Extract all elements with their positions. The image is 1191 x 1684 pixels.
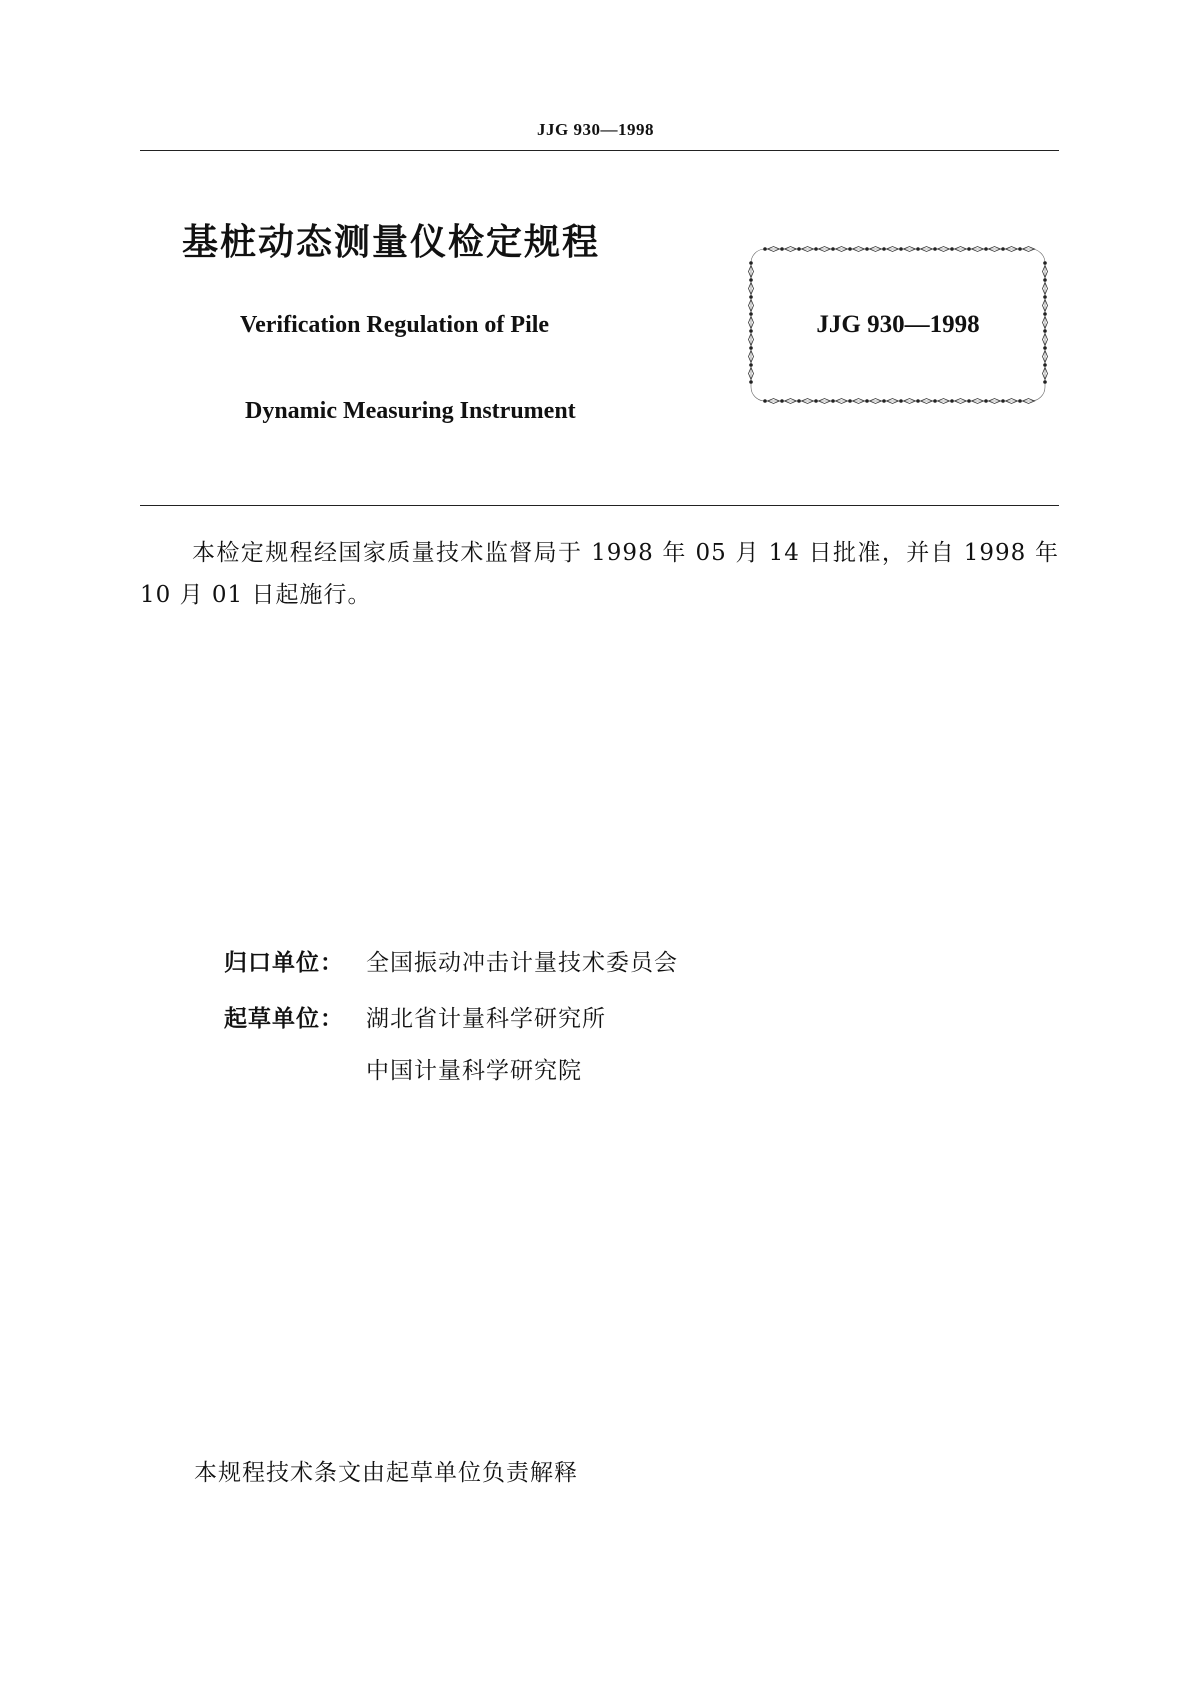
border-dot (1043, 295, 1047, 299)
border-dot (967, 399, 971, 403)
border-dot (848, 399, 852, 403)
border-dot (984, 247, 988, 251)
drafting-unit-row (224, 1000, 606, 1033)
border-dot (933, 247, 937, 251)
top-rule (140, 150, 1059, 151)
border-dot (882, 399, 886, 403)
border-dot (797, 247, 801, 251)
code-box-text: JJG 930—1998 (816, 311, 980, 338)
border-dot (950, 399, 954, 403)
middle-rule (140, 505, 1059, 506)
responsible-unit-value: 全国振动冲击计量技术委员会 (366, 950, 678, 976)
border-dot (1043, 346, 1047, 350)
border-dot (1018, 247, 1022, 251)
border-dot (814, 399, 818, 403)
border-dot (950, 247, 954, 251)
title-english-line-2: Dynamic Measuring Instrument (245, 398, 576, 424)
border-dot (865, 399, 869, 403)
title-chinese: 基桩动态测量仪检定规程 (182, 222, 601, 263)
responsible-unit-row (224, 944, 678, 977)
border-dot (749, 278, 753, 282)
drafting-unit-value-1: 湖北省计量科学研究所 (366, 1006, 606, 1032)
border-dot (831, 399, 835, 403)
border-dot (899, 247, 903, 251)
border-dot (882, 247, 886, 251)
title-english-line-1: Verification Regulation of Pile (240, 312, 550, 338)
border-dot (916, 247, 920, 251)
border-dot (749, 380, 753, 384)
border-dot (749, 346, 753, 350)
drafting-unit-row-2 (366, 1052, 582, 1085)
border-dot (780, 247, 784, 251)
border-dot (984, 399, 988, 403)
approval-statement: 本检定规程经国家质量技术监督局于 1998 年 05 月 14 日批准，并自 1998 年 10 月 01 日起施行。 (140, 540, 1059, 608)
border-dot (1043, 380, 1047, 384)
border-dot (763, 247, 767, 251)
running-header-code: JJG 930—1998 (537, 120, 654, 139)
border-dot (916, 399, 920, 403)
border-dot (967, 247, 971, 251)
border-dot (763, 399, 767, 403)
border-dot (749, 261, 753, 265)
border-dot (1001, 399, 1005, 403)
drafting-unit-label: 起草单位： (224, 1006, 344, 1032)
border-dot (749, 363, 753, 367)
code-box (745, 243, 1051, 407)
responsible-unit-label: 归口单位： (224, 950, 344, 976)
border-dot (933, 399, 937, 403)
drafting-unit-value-2: 中国计量科学研究院 (366, 1058, 582, 1084)
interpretation-note: 本规程技术条文由起草单位负责解释 (194, 1460, 578, 1486)
border-dot (1043, 363, 1047, 367)
border-dot (1018, 399, 1022, 403)
border-dot (1043, 278, 1047, 282)
border-dot (831, 247, 835, 251)
border-dot (848, 247, 852, 251)
border-dot (780, 399, 784, 403)
border-dot (749, 295, 753, 299)
border-dot (1043, 261, 1047, 265)
border-dot (899, 399, 903, 403)
border-dot (797, 399, 801, 403)
border-dot (1001, 247, 1005, 251)
border-dot (814, 247, 818, 251)
border-dot (865, 247, 869, 251)
